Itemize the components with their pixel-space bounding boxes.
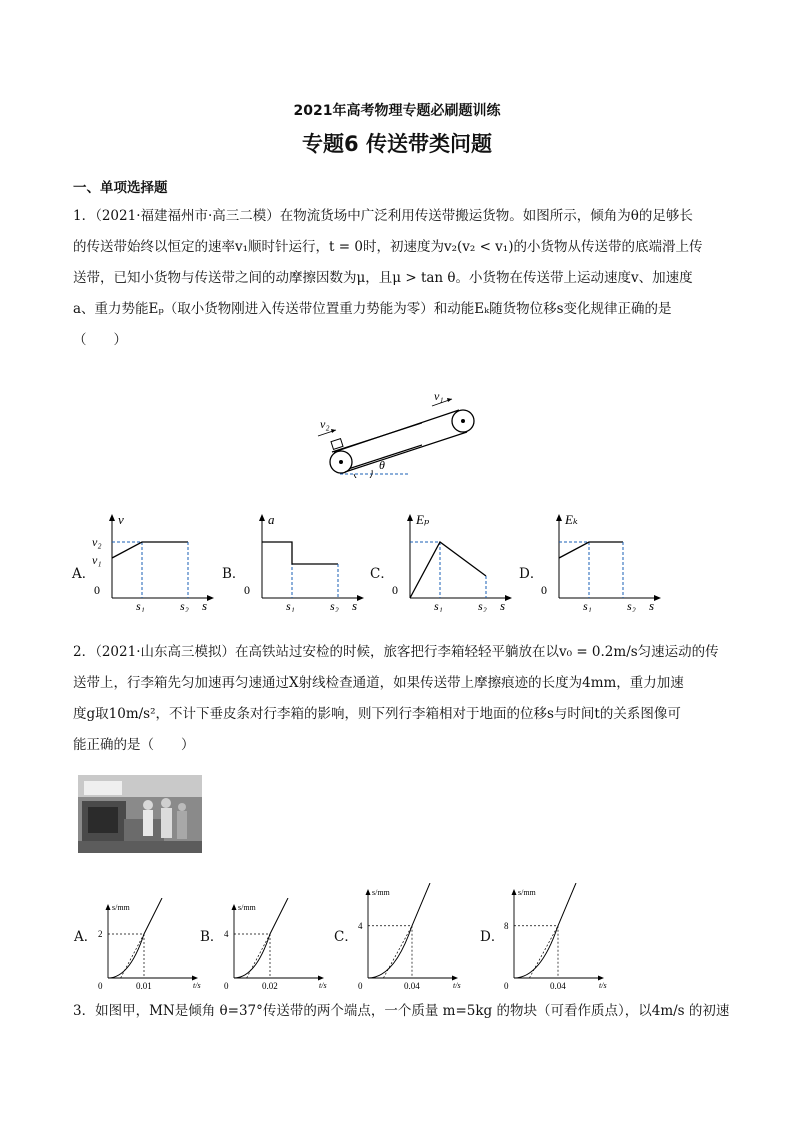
q2-ylabel: s/mm bbox=[112, 903, 130, 912]
q2-xtick: 0.04 bbox=[404, 981, 420, 991]
q1-s1-label: s₁ bbox=[583, 599, 592, 612]
conveyor-belt bbox=[312, 388, 492, 483]
security-check-photo bbox=[78, 775, 202, 853]
q1-tick-v1: v₁ bbox=[92, 553, 102, 567]
q1-line-1: 1．（2021·福建福州市·高三二模）在物流货场中广泛利用传送带搬运货物。如图所示，倾角为θ的足够长 bbox=[73, 208, 693, 224]
q2-option-label-a: A． bbox=[74, 929, 98, 945]
q2-xaxis-label: t/s bbox=[319, 981, 327, 990]
q1-text bbox=[73, 201, 723, 356]
q1-option-label-a: A． bbox=[72, 566, 96, 582]
q1-xaxis-label: s bbox=[649, 598, 655, 612]
q2-ytick: 2 bbox=[98, 929, 103, 939]
q2-ytick: 4 bbox=[358, 920, 363, 931]
q2-xtick: 0.04 bbox=[550, 981, 566, 991]
q1-line-5: （ ） bbox=[73, 332, 127, 348]
q1-ylabel: Eₖ bbox=[565, 512, 578, 527]
q2-xaxis-label: t/s bbox=[193, 981, 201, 990]
q2-origin: 0 bbox=[358, 981, 363, 991]
q2-graph-c bbox=[356, 883, 466, 1000]
q2-origin: 0 bbox=[98, 981, 103, 991]
q1-curve bbox=[410, 542, 486, 598]
q1-s1-label: s₁ bbox=[286, 599, 295, 612]
q1-curve bbox=[112, 542, 188, 558]
q2-option-label-b: B． bbox=[200, 929, 224, 945]
q2-graph-a bbox=[96, 898, 206, 1000]
q1-line-3: 送带，已知小货物与传送带之间的动摩擦因数为μ，且μ > tan θ。小货物在传送带上运动速度v、加速度 bbox=[73, 270, 693, 286]
q2-line-1: 2．（2021·山东高三模拟）在高铁站过安检的时候，旅客把行李箱轻轻平躺放在以v₀ = 0.2m/s匀速运动的传 bbox=[73, 644, 719, 660]
q1-curve bbox=[559, 542, 623, 558]
q1-option-label-b: B． bbox=[222, 566, 246, 582]
q2-xaxis-label: t/s bbox=[453, 981, 461, 990]
q2-option-label-c: C． bbox=[334, 929, 358, 945]
doc-title: 专题6 传送带类问题 bbox=[302, 132, 492, 156]
q2-origin: 0 bbox=[504, 981, 509, 991]
q1-graph-b bbox=[240, 512, 370, 612]
q2-ylabel: s/mm bbox=[518, 888, 536, 897]
q2-ylabel: s/mm bbox=[372, 888, 390, 897]
cargo-box bbox=[331, 439, 343, 450]
q1-option-label-c: C． bbox=[370, 566, 394, 582]
q1-graph-c bbox=[388, 512, 518, 612]
q1-ylabel: v bbox=[118, 512, 124, 527]
q1-ylabel: Eₚ bbox=[416, 512, 430, 527]
q1-origin: 0 bbox=[94, 583, 100, 597]
q2-ytick: 4 bbox=[224, 929, 229, 939]
v1-label: v₁ bbox=[434, 389, 444, 403]
q2-curve bbox=[514, 883, 576, 978]
q1-xaxis-label: s bbox=[500, 598, 506, 612]
q2-text bbox=[73, 637, 723, 761]
q1-s2-label: s₂ bbox=[627, 599, 636, 612]
doc-subtitle: 2021年高考物理专题必刷题训练 bbox=[293, 103, 501, 119]
theta-label: θ bbox=[379, 458, 385, 472]
q1-origin: 0 bbox=[244, 583, 250, 597]
q2-ytick: 8 bbox=[504, 920, 509, 931]
q2-line-2: 送带上，行李箱先匀加速再匀速通过X射线检查通道，如果传送带上摩擦痕迹的长度为4mm，重力加速 bbox=[73, 675, 684, 691]
q1-s2-label: s₂ bbox=[478, 599, 487, 612]
q2-xaxis-label: t/s bbox=[599, 981, 607, 990]
q2-ylabel: s/mm bbox=[238, 903, 256, 912]
q2-option-label-d: D． bbox=[480, 929, 505, 945]
q2-curve bbox=[368, 883, 430, 978]
q1-xaxis-label: s bbox=[202, 598, 208, 612]
q3-line: 3．如图甲，MN是倾角 θ=37°传送带的两个端点，一个质量 m=5kg 的物块（可看作质点），以4m/s 的初速 bbox=[73, 1003, 730, 1019]
section-heading: 一、单项选择题 bbox=[73, 180, 168, 196]
q1-s1-label: s₁ bbox=[136, 599, 145, 612]
q1-line-2: 的传送带始终以恒定的速率v₁顺时针运行，t = 0时，初速度为v₂(v₂ < v₁)的小货物从传送带的底端滑上传 bbox=[73, 239, 703, 255]
q1-origin: 0 bbox=[392, 583, 398, 597]
q2-graph-b bbox=[222, 898, 332, 1000]
q1-graph-d bbox=[537, 512, 667, 612]
q1-origin: 0 bbox=[541, 583, 547, 597]
q2-xtick: 0.01 bbox=[136, 981, 152, 991]
q1-s1-label: s₁ bbox=[434, 599, 443, 612]
q1-curve bbox=[262, 542, 338, 564]
q1-ylabel: a bbox=[268, 512, 275, 527]
q2-line-4: 能正确的是（ ） bbox=[73, 737, 195, 753]
q2-graph-d bbox=[502, 883, 612, 1000]
q1-line-4: a、重力势能Eₚ（取小货物刚进入传送带位置重力势能为零）和动能Eₖ随货物位移s变化规律正确的是 bbox=[73, 301, 672, 317]
q2-line-3: 度g取10m/s²，不计下垂皮条对行李箱的影响，则下列行李箱相对于地面的位移s与时间t的关系图像可 bbox=[73, 706, 681, 722]
q1-s2-label: s₂ bbox=[330, 599, 339, 612]
q1-graph-a bbox=[90, 512, 220, 612]
q2-xtick: 0.02 bbox=[262, 981, 278, 991]
q1-option-label-d: D． bbox=[519, 566, 544, 582]
q2-origin: 0 bbox=[224, 981, 229, 991]
v2-label: v₂ bbox=[320, 417, 330, 431]
q1-xaxis-label: s bbox=[352, 598, 358, 612]
q1-tick-v2: v₂ bbox=[92, 535, 102, 549]
q1-s2-label: s₂ bbox=[180, 599, 189, 612]
